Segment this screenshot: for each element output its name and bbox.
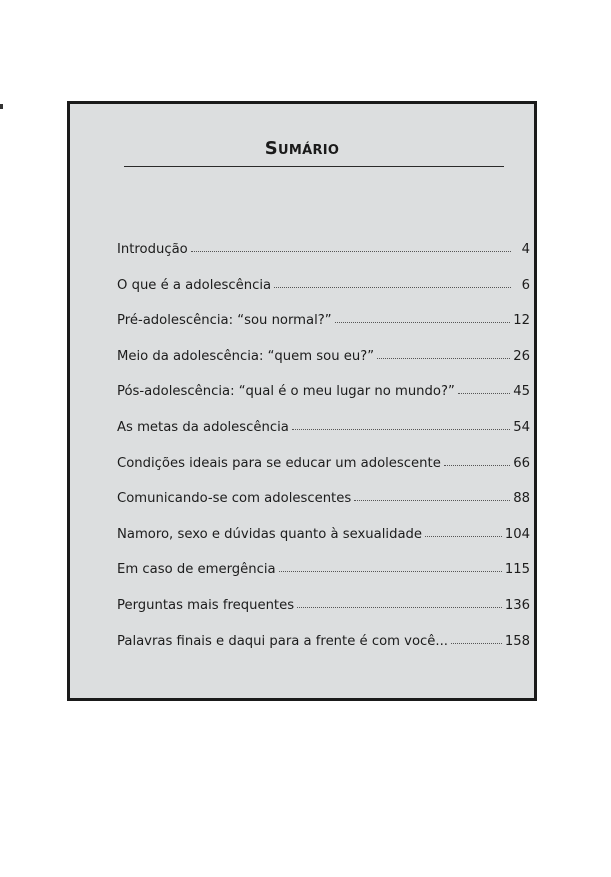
dot-leader	[292, 429, 510, 430]
dot-leader	[274, 287, 511, 288]
toc-entry-page-number: 115	[504, 562, 530, 578]
toc-entry-page-number: 88	[513, 491, 530, 507]
toc-entry-label: Comunicando-se com adolescentes	[117, 491, 352, 507]
toc-entry-pre-adolescencia[interactable]	[117, 311, 530, 347]
page-edge-mark	[0, 104, 3, 109]
title-underline	[124, 166, 504, 167]
toc-entry-label: Namoro, sexo e dúvidas quanto à sexualidade	[117, 526, 423, 542]
toc-entry-em-caso-de-emergencia[interactable]	[117, 560, 530, 596]
dot-leader	[425, 536, 502, 537]
toc-list	[117, 240, 530, 667]
toc-entry-page-number: 66	[513, 455, 530, 471]
toc-entry-page-number: 12	[513, 313, 530, 329]
toc-entry-page-number: 4	[521, 242, 530, 257]
toc-entry-page-number: 45	[513, 384, 530, 400]
toc-entry-label: Perguntas mais frequentes	[117, 597, 295, 613]
dot-leader	[279, 571, 502, 572]
toc-entry-label: Condições ideais para se educar um adolescente	[117, 455, 441, 471]
dot-leader	[444, 465, 510, 466]
toc-title: Sumário	[264, 138, 340, 159]
dot-leader	[191, 251, 511, 252]
toc-entry-condicoes-ideais[interactable]	[117, 454, 530, 490]
toc-entry-label: Em caso de emergência	[117, 562, 276, 578]
dot-leader	[377, 358, 510, 359]
dot-leader	[354, 500, 510, 501]
toc-entry-namoro-sexo[interactable]	[117, 525, 530, 561]
toc-entry-label: Pós-adolescência: “qual é o meu lugar no mundo?”	[117, 384, 455, 400]
toc-entry-perguntas-frequentes[interactable]	[117, 596, 530, 632]
toc-entry-pos-adolescencia[interactable]	[117, 382, 530, 418]
toc-entry-page-number: 158	[504, 633, 530, 649]
toc-entry-page-number: 104	[504, 526, 530, 542]
dot-leader	[335, 322, 511, 323]
toc-entry-palavras-finais[interactable]	[117, 632, 530, 668]
dot-leader	[297, 607, 502, 608]
toc-entry-as-metas-da-adolescencia[interactable]	[117, 418, 530, 454]
toc-entry-label: Palavras finais e daqui para a frente é com você...	[117, 633, 448, 649]
toc-entry-introducao[interactable]	[117, 240, 530, 276]
table-of-contents-box	[67, 101, 537, 701]
toc-entry-label: O que é a adolescência	[117, 277, 272, 293]
toc-entry-label: Pré-adolescência: “sou normal?”	[117, 313, 332, 329]
toc-entry-comunicando-se[interactable]	[117, 489, 530, 525]
toc-entry-label: As metas da adolescência	[117, 419, 289, 435]
dot-leader	[458, 393, 510, 394]
toc-entry-page-number: 26	[513, 348, 530, 364]
toc-entry-meio-da-adolescencia[interactable]	[117, 347, 530, 383]
toc-entry-page-number: 6	[521, 277, 530, 293]
toc-entry-label: Meio da adolescência: “quem sou eu?”	[117, 348, 375, 364]
toc-entry-page-number: 54	[513, 419, 530, 435]
dot-leader	[451, 643, 502, 644]
toc-entry-o-que-e-a-adolescencia[interactable]	[117, 276, 530, 312]
toc-entry-label: Introdução	[117, 242, 188, 257]
toc-entry-page-number: 136	[504, 597, 530, 613]
